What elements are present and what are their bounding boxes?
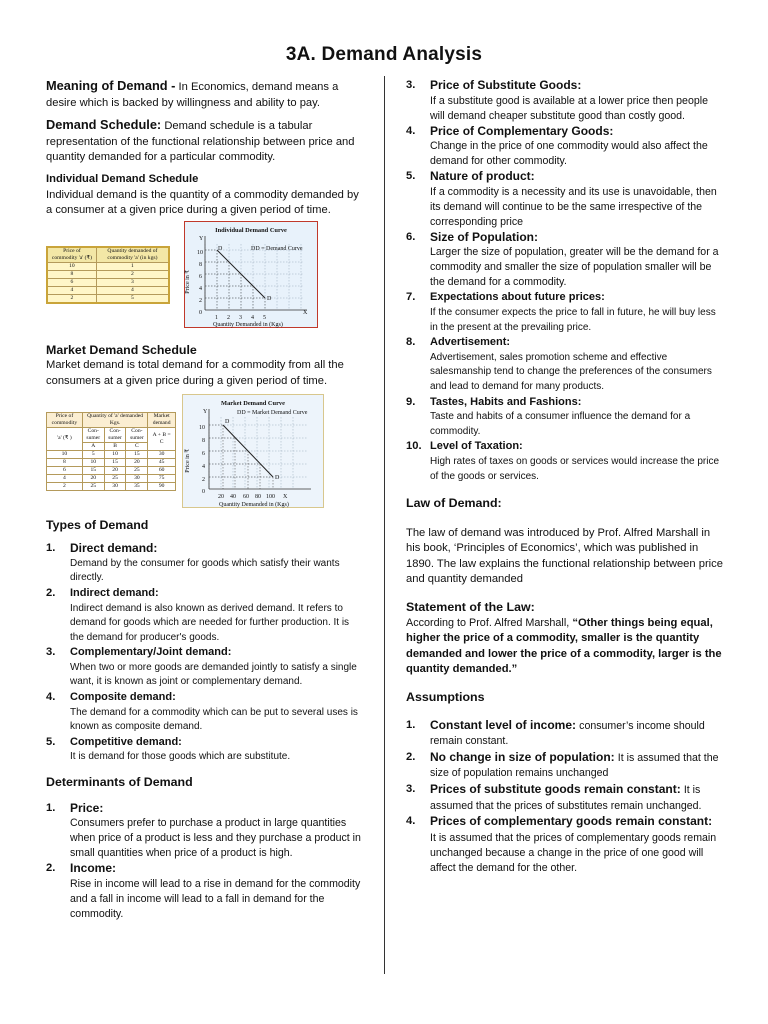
list-item: 4. Prices of complementary goods remain constant: It is assumed that the prices of complementary goods remain unchanged because a change in the price of one good will affect the demand for the other.: [406, 814, 717, 874]
y-tick: 4: [202, 463, 205, 470]
statement-text: According to Prof. Alfred Marshall, “Other things being equal, higher the price of a commodity, smaller is the quantity demanded and lower the price of a commodity, larger is the quantity demanded.”: [406, 616, 722, 676]
chart-title: Individual Demand Curve: [215, 226, 287, 234]
individual-demand-chart: [184, 221, 318, 328]
table-header: Price of commodity 'a' (₹): [47, 247, 96, 263]
x-axis-label: Quantity Demanded in (Kgs): [219, 501, 289, 508]
y-axis-label: Price in ₹: [185, 269, 192, 294]
individual-demand-table: [46, 246, 170, 304]
individual-heading: Individual Demand Schedule: [46, 172, 199, 185]
x-tick: 80: [255, 493, 261, 500]
y-tick: 2: [202, 476, 205, 483]
x-tick: 5: [263, 314, 266, 321]
curve-label-bottom: D: [267, 295, 272, 302]
schedule-paragraph: [46, 117, 364, 166]
determinants-list: [46, 801, 364, 922]
table-row: 4 4: [47, 286, 169, 294]
meaning-paragraph: [46, 78, 364, 111]
table-row: 2 5: [47, 294, 169, 303]
list-item: 5. Competitive demand: It is demand for those goods which are substitute.: [46, 735, 291, 763]
y-tick: 6: [202, 450, 205, 457]
market-demand-table: Price of commodity Quantity of 'a' demanded Kgs. Market demand 'a' (₹ ) Con-sumer Con-sumer Con-sumer A + B = C A B C 10 5 10 15 30 8 10 15 20 45 6 15 20 25 60 4 20 25 30 75 2 25 30 35 90: [46, 412, 176, 491]
list-item: 1. Direct demand: Demand by the consumer for goods which satisfy their wants directly.: [46, 541, 340, 584]
list-item: 2. No change in size of population: It is assumed that the size of population remains unchanged: [406, 749, 719, 780]
list-item: 7. Expectations about future prices: If the consumer expects the price to fall in future, he will buy less in the present at the prevailing price.: [406, 291, 716, 333]
x-tick: 60: [243, 493, 249, 500]
x-tick: 1: [215, 314, 218, 321]
individual-text: Individual demand is the quantity of a commodity demanded by a consumer at a given price during a given period of time.: [46, 188, 359, 217]
list-item: 4. Composite demand: The demand for a commodity which can be put to several uses is known as composite demand.: [46, 691, 358, 733]
curve-label-top: D: [218, 245, 223, 252]
y-tick: 0: [199, 309, 202, 316]
x-tick: X: [303, 309, 308, 316]
x-tick: 2: [227, 314, 230, 321]
chart-legend: DD = Market Demand Curve: [237, 409, 308, 416]
list-item: 2. Income: Rise in income will lead to a rise in demand for the commodity and a fall in income will lead to a fall in demand for the commodity.: [46, 861, 361, 920]
curve-label-bottom: D: [275, 474, 280, 481]
list-item: 9. Tastes, Habits and Fashions: Taste and habits of a consumer influence the demand for a commodity.: [406, 395, 691, 437]
types-heading: Types of Demand: [46, 517, 149, 532]
page-title: 3A. Demand Analysis: [285, 44, 483, 65]
table-row: 2 25 30 35 90: [47, 482, 176, 490]
y-axis-label: Price in ₹: [185, 448, 192, 473]
x-tick: 100: [266, 493, 275, 500]
list-item: 10. Level of Taxation: High rates of taxes on goods or services would increase the price of the goods or services.: [406, 440, 720, 482]
x-tick: 3: [239, 314, 242, 321]
y-tick: 8: [199, 261, 202, 268]
determinants-continued-list: [406, 78, 724, 484]
list-item: 1. Constant level of income: consumer’s income should remain constant.: [406, 717, 705, 748]
assumptions-heading: Assumptions: [406, 690, 485, 705]
y-tick: 2: [199, 297, 202, 304]
y-tick: 4: [199, 285, 202, 292]
market-figure: [46, 394, 364, 510]
market-heading: Market Demand Schedule: [46, 342, 197, 357]
x-tick: 4: [251, 314, 254, 321]
market-text: Market demand is total demand for a commodity from all the consumers at a given price during a given period of time.: [46, 359, 344, 387]
table-row: 10 1: [47, 262, 169, 270]
right-column: [406, 78, 724, 876]
list-item: 3. Prices of substitute goods remain constant: It is assumed that the prices of substitutes remain unchanged.: [406, 782, 702, 812]
y-tick: 10: [199, 424, 205, 431]
list-item: 4. Price of Complementary Goods: Change in the price of one commodity would also affect the demand for other commodity.: [406, 123, 708, 168]
y-tick: 10: [197, 249, 203, 256]
list-item: 5. Nature of product: If a commodity is a necessity and its use is unavoidable, then its demand will continue to be the same irrespective of the corresponding price: [406, 169, 717, 228]
column-divider: [384, 76, 385, 974]
table-row: 6 3: [47, 278, 169, 286]
left-column: [46, 78, 364, 922]
table-row: 8 2: [47, 270, 169, 278]
x-tick: 40: [230, 493, 236, 500]
list-item: 6. Size of Population: Larger the size of population, greater will be the demand for a commodity and smaller the size of population smaller will be the demand for a commodity.: [406, 229, 719, 289]
x-axis-label: Quantity Demanded in (Kgs): [213, 321, 283, 328]
determinants-heading: Determinants of Demand: [46, 775, 193, 790]
chart-legend: DD = Demand Curve: [251, 245, 303, 252]
meaning-heading: Meaning of Demand -: [46, 78, 176, 93]
list-item: 1. Price: Consumers prefer to purchase a product in large quantities when price of a product is less and they purchase a product in small quantities when price of a product is high.: [46, 800, 361, 860]
types-list: [46, 541, 364, 765]
table-row: 4 20 25 30 75: [47, 474, 176, 482]
assumptions-list: [406, 718, 724, 876]
table-row: 6 15 20 25 60: [47, 466, 176, 474]
schedule-heading: Demand Schedule:: [46, 117, 162, 133]
schedule-text: Demand schedule is a tabular representation of the functional relationship between price and quantity demanded for a particular commodity.: [46, 120, 355, 164]
table-row: 8 10 15 20 45: [47, 458, 176, 466]
y-tick: 6: [199, 273, 202, 280]
chart-title: Market Demand Curve: [221, 399, 285, 407]
list-item: 8. Advertisement: Advertisement, sales promotion scheme and effective salesmanship tend to change the preferences of the consumers and lead to demand for many products.: [406, 336, 712, 392]
curve-label-top: D: [225, 418, 230, 425]
list-item: 2. Indirect demand: Indirect demand is also known as derived demand. It refers to demand for goods which are needed for further production. It is the demand for producer's goods.: [46, 586, 350, 643]
meaning-text: In Economics, demand means a desire which is backed by willingness and ability to pay.: [46, 81, 339, 109]
statement-heading: Statement of the Law:: [406, 600, 535, 615]
y-tick: 0: [202, 488, 205, 495]
y-tick: 8: [202, 437, 205, 444]
y-axis-letter: Y: [199, 235, 204, 242]
market-demand-chart: [182, 394, 324, 508]
law-heading: Law of Demand:: [406, 496, 502, 511]
list-item: 3. Complementary/Joint demand: When two or more goods are demanded jointly to satisfy a single want, it is known as joint or complementary demand.: [46, 646, 357, 688]
list-item: 3. Price of Substitute Goods: If a substitute good is available at a lower price then people will demand cheaper substitute good than costly good.: [406, 78, 708, 122]
x-tick: X: [283, 493, 288, 500]
table-header: Quantity demanded of commodity 'a' (in kgs): [96, 247, 169, 263]
x-tick: 20: [218, 493, 224, 500]
table-row: 10 5 10 15 30: [47, 450, 176, 458]
law-text: The law of demand was introduced by Prof. Alfred Marshall in his book, ‘Principles of Economics’, which was published in 1890. The law explains the functional relationship between price and quantity demanded: [406, 526, 723, 586]
y-axis-letter: Y: [203, 408, 208, 415]
individual-figure: [46, 221, 364, 333]
